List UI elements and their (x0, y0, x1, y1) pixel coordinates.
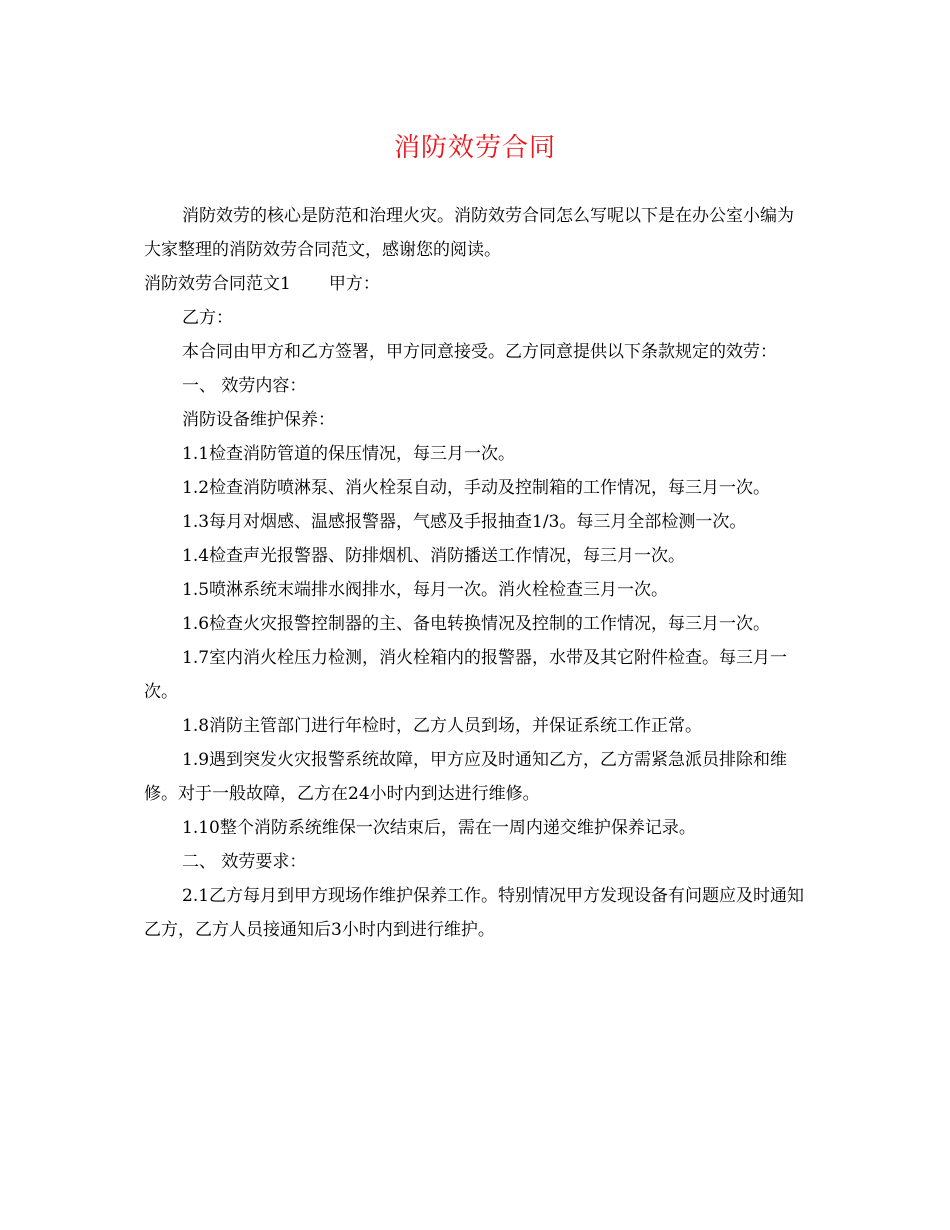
document-body (144, 199, 806, 947)
service-item: 1.8消防主管部门进行年检时，乙方人员到场，并保证系统工作正常。 (182, 716, 703, 736)
service-item: 1.10整个消防系统维保一次结束后，需在一周内递交维护保养记录。 (182, 818, 696, 838)
service-item: 1.1检查消防管道的保压情况，每三月一次。 (182, 444, 516, 464)
section2-heading: 二、 效劳要求： (182, 852, 307, 872)
requirement-item: 2.1乙方每月到甲方现场作维护保养工作。特别情况甲方发现设备有问题应及时通知乙方，乙方人员接通知后3小时内到进行维护。 (144, 886, 805, 940)
section1-heading: 一、 效劳内容： (182, 376, 307, 396)
service-item: 1.5喷淋系统末端排水阀排水，每月一次。消火栓检查三月一次。 (182, 580, 669, 600)
sample-label: 消防效劳合同范文1 (144, 274, 291, 294)
preamble-paragraph: 本合同由甲方和乙方签署，甲方同意接受。乙方同意提供以下条款规定的效劳： (182, 342, 777, 362)
party-a-label: 甲方： (328, 274, 380, 294)
party-b-label: 乙方： (182, 308, 233, 328)
document-title: 消防效劳合同 (393, 133, 556, 163)
sample-line (144, 267, 806, 301)
intro-paragraph: 消防效劳的核心是防范和治理火灾。消防效劳合同怎么写呢以下是在办公室小编为大家整理的消防效劳合同范文，感谢您的阅读。 (144, 206, 794, 260)
section1-subheading: 消防设备维护保养： (182, 410, 335, 430)
service-item: 1.6检查火灾报警控制器的主、备电转换情况及控制的工作情况，每三月一次。 (182, 614, 771, 634)
service-item: 1.9遇到突发火灾报警系统故障，甲方应及时通知乙方，乙方需紧急派员排除和维修。对于一般故障，乙方在24小时内到达进行维修。 (144, 750, 788, 804)
service-item: 1.3每月对烟感、温感报警器，气感及手报抽查1/3。每三月全部检测一次。 (182, 512, 747, 532)
service-item: 1.2检查消防喷淋泵、消火栓泵自动，手动及控制箱的工作情况，每三月一次。 (182, 478, 771, 498)
service-item: 1.7室内消火栓压力检测，消火栓箱内的报警器，水带及其它附件检查。每三月一次。 (144, 648, 788, 702)
service-item: 1.4检查声光报警器、防排烟机、消防播送工作情况，每三月一次。 (182, 546, 686, 566)
